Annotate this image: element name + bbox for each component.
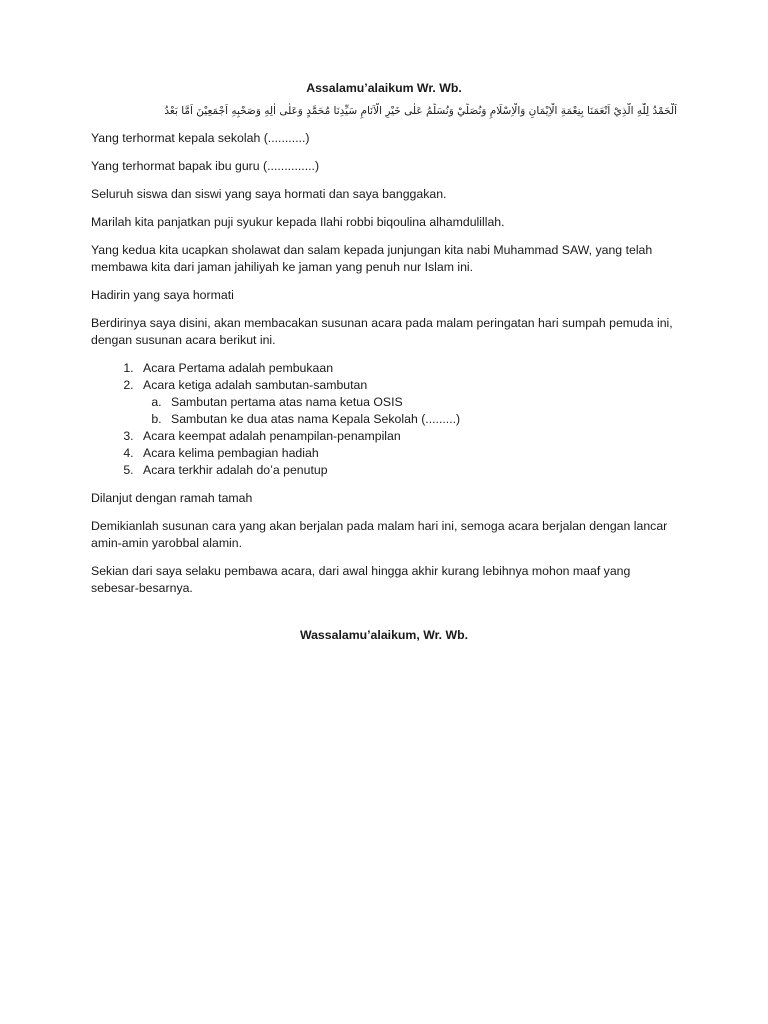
audience-address: Hadirin yang saya hormati — [91, 288, 234, 302]
agenda-item — [137, 360, 677, 377]
agenda-list — [91, 360, 677, 479]
agenda-item — [137, 462, 677, 479]
document-body — [91, 80, 677, 656]
agenda-item-text: Acara keempat adalah penampilan-penampilan — [143, 429, 401, 443]
closing-hope-paragraph: Demikianlah susunan cara yang akan berjalan pada malam hari ini, semoga acara berjalan dengan lancar amin-amin yarobbal alamin. — [91, 519, 668, 550]
agenda-item — [137, 445, 677, 462]
agenda-subitem-text: Sambutan ke dua atas nama Kepala Sekolah (.........) — [171, 412, 461, 426]
salutation-students: Seluruh siswa dan siswi yang saya hormati dan saya banggakan. — [91, 187, 447, 201]
intro-paragraph: Berdirinya saya disini, akan membacakan susunan acara pada malam peringatan hari sumpah pemuda ini, dengan susunan acara berikut ini. — [91, 316, 673, 347]
agenda-sublist — [143, 394, 677, 428]
agenda-item-text: Acara Pertama adalah pembukaan — [143, 361, 334, 375]
arabic-opening: اَلْحَمْدُ لِلّٰهِ الَّذِيْ اَنْعَمَنَا بِنِعْمَةِ الْاِيْمَانِ وَالْاِسْلَامِ وَنُصَلِّيْ وَنُسَلِّمُ عَلٰى خَيْرِ الْاَنَامِ سَيِّدِنَا مُحَمَّدٍ وَعَلٰى اٰلِهِ وَصَحْبِهِ اَجْمَعِيْنَ اَمَّا بَعْدُ — [164, 105, 677, 117]
agenda-item-text: Acara kelima pembagian hadiah — [143, 446, 319, 460]
praise-paragraph: Marilah kita panjatkan puji syukur kepada Ilahi robbi biqoulina alhamdulillah. — [91, 215, 505, 229]
agenda-subitem — [165, 411, 677, 428]
salutation-teachers: Yang terhormat bapak ibu guru (..............) — [91, 159, 320, 173]
apology-paragraph: Sekian dari saya selaku pembawa acara, dari awal hingga akhir kurang lebihnya mohon maaf yang sebesar-besarnya. — [91, 564, 631, 595]
agenda-subitem-text: Sambutan pertama atas nama ketua OSIS — [171, 395, 403, 409]
sholawat-paragraph: Yang kedua kita ucapkan sholawat dan salam kepada junjungan kita nabi Muhammad SAW, yang telah membawa kita dari jaman jahiliyah ke jaman yang penuh nur Islam ini. — [91, 243, 653, 274]
salutation-principal: Yang terhormat kepala sekolah (...........) — [91, 131, 310, 145]
continuation-paragraph: Dilanjut dengan ramah tamah — [91, 491, 253, 505]
agenda-item — [137, 377, 677, 428]
agenda-item-text: Acara terkhir adalah do’a penutup — [143, 463, 328, 477]
greeting-heading: Assalamu’alaikum Wr. Wb. — [306, 81, 462, 95]
agenda-item-text: Acara ketiga adalah sambutan-sambutan — [143, 378, 368, 392]
closing-greeting: Wassalamu’alaikum, Wr. Wb. — [299, 628, 469, 642]
agenda-subitem — [165, 394, 677, 411]
agenda-item — [137, 428, 677, 445]
